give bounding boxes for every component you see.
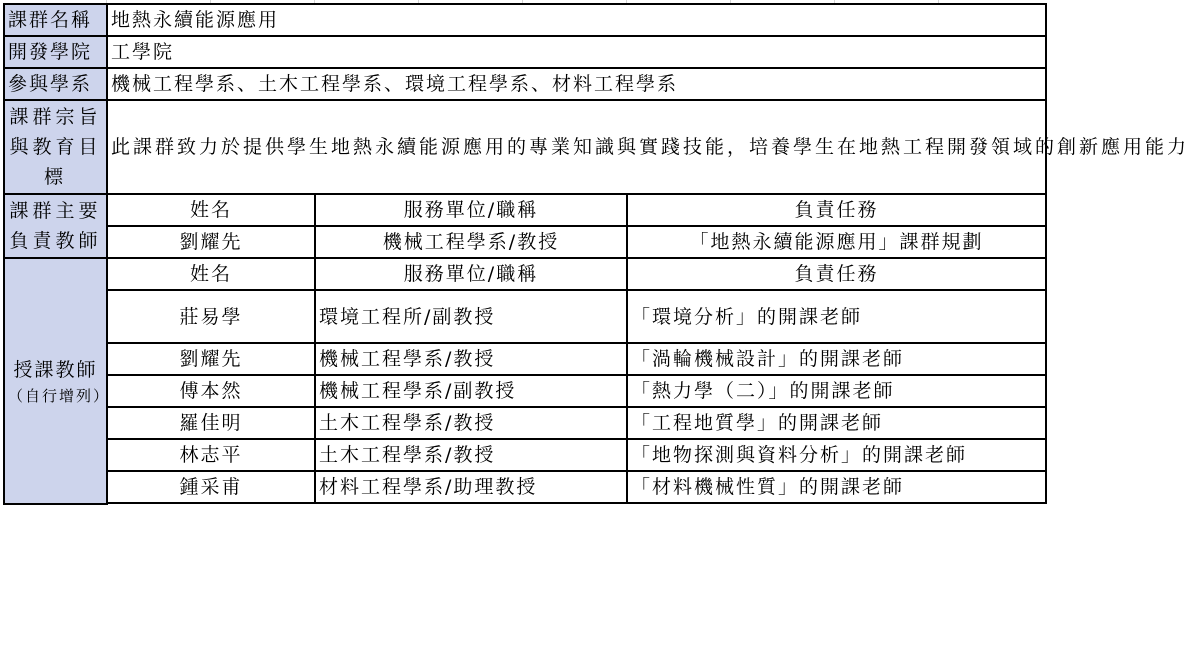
lead-teacher-row <box>4 226 1046 258</box>
teacher-task: 「環境分析」的開課老師 <box>627 290 1046 343</box>
goals-row <box>4 100 1046 194</box>
table-row <box>4 343 1046 375</box>
teachers-header-row <box>4 258 1046 290</box>
lead-teacher-unit: 機械工程學系/教授 <box>315 226 627 258</box>
college-label: 開發學院 <box>4 36 107 68</box>
teachers-header-unit: 服務單位/職稱 <box>315 258 627 290</box>
table-row <box>4 407 1046 439</box>
teachers-label <box>4 258 111 504</box>
teachers-label-note: （自行增列） <box>8 387 111 405</box>
course-info-table <box>3 3 1189 505</box>
lead-teacher-label-line1: 課群主要 <box>9 200 102 222</box>
course-name-value: 地熱永續能源應用 <box>107 4 1046 36</box>
departments-row <box>4 68 1046 100</box>
teacher-unit: 機械工程學系/教授 <box>315 343 627 375</box>
college-value: 工學院 <box>107 36 1046 68</box>
teacher-name: 莊易學 <box>107 290 315 343</box>
teacher-task: 「渦輪機械設計」的開課老師 <box>627 343 1046 375</box>
teachers-label-text: 授課教師 <box>13 359 98 381</box>
teacher-unit: 土木工程學系/教授 <box>315 439 627 471</box>
course-name-label: 課群名稱 <box>4 4 107 36</box>
teacher-name: 傅本然 <box>107 375 315 407</box>
departments-value: 機械工程學系、土木工程學系、環境工程學系、材料工程學系 <box>107 68 1046 100</box>
teacher-task: 「材料機械性質」的開課老師 <box>627 471 1046 503</box>
teacher-unit: 機械工程學系/副教授 <box>315 375 627 407</box>
teacher-task: 「地物探測與資料分析」的開課老師 <box>627 439 1046 471</box>
teacher-name: 鍾采甫 <box>107 471 315 503</box>
teachers-header-task: 負責任務 <box>627 258 1046 290</box>
goals-label-line1: 課群宗旨 <box>9 106 102 128</box>
teacher-unit: 材料工程學系/助理教授 <box>315 471 627 503</box>
lead-header-name: 姓名 <box>107 194 315 226</box>
teacher-task: 「熱力學（二）」的開課老師 <box>627 375 1046 407</box>
lead-teacher-label-line2: 負責教師 <box>9 230 102 252</box>
course-name-row <box>4 4 1046 36</box>
lead-teacher-header-row <box>4 194 1046 226</box>
table-row <box>4 439 1046 471</box>
lead-teacher-name: 劉耀先 <box>107 226 315 258</box>
lead-header-unit: 服務單位/職稱 <box>315 194 627 226</box>
goals-label <box>4 100 107 194</box>
goals-label-line3: 標 <box>43 166 67 188</box>
teacher-name: 林志平 <box>107 439 315 471</box>
teacher-name: 羅佳明 <box>107 407 315 439</box>
teacher-unit: 土木工程學系/教授 <box>315 407 627 439</box>
lead-header-task: 負責任務 <box>627 194 1046 226</box>
spacer-cell <box>107 503 1046 504</box>
college-row <box>4 36 1046 68</box>
goals-label-line2: 與教育目 <box>9 136 102 158</box>
teacher-unit: 環境工程所/副教授 <box>315 290 627 343</box>
table-row <box>4 375 1046 407</box>
table-row <box>4 290 1046 343</box>
lead-teacher-task: 「地熱永續能源應用」課群規劃 <box>627 226 1046 258</box>
teachers-header-name: 姓名 <box>107 258 315 290</box>
teacher-task: 「工程地質學」的開課老師 <box>627 407 1046 439</box>
lead-teacher-label <box>4 194 107 258</box>
teacher-name: 劉耀先 <box>107 343 315 375</box>
departments-label: 參與學系 <box>4 68 107 100</box>
table-row <box>4 471 1046 503</box>
spacer-row <box>4 503 1046 504</box>
goals-value: 此課群致力於提供學生地熱永續能源應用的專業知識與實踐技能，培養學生在地熱工程開發領域的創新應用能力 <box>107 100 1046 194</box>
